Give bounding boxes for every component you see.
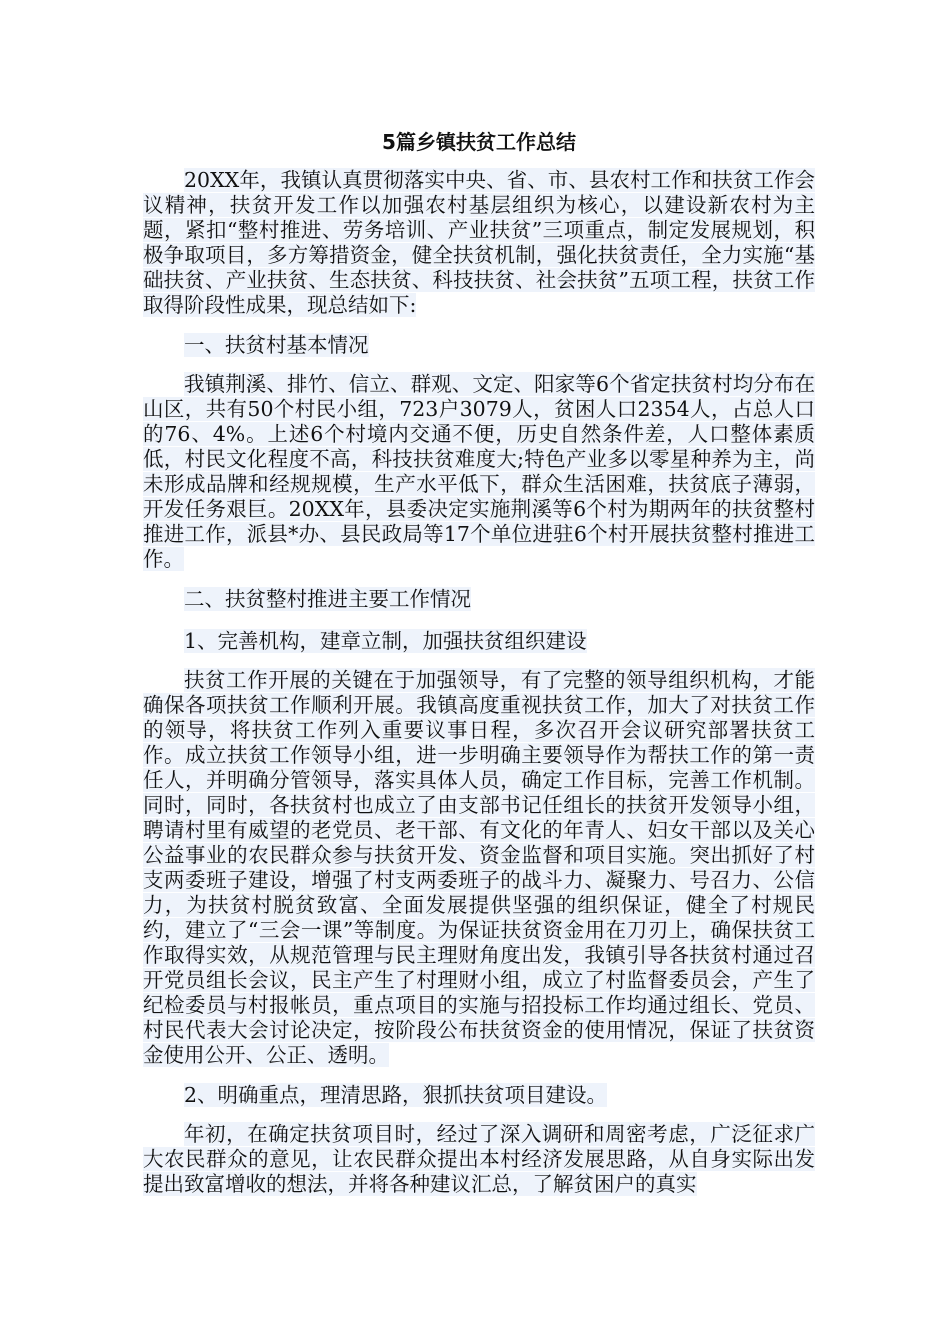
intro-paragraph xyxy=(143,168,815,318)
document-body xyxy=(143,128,815,1209)
basic-situation-paragraph-text: 我镇荆溪、排竹、信立、群观、文定、阳家等6个省定扶贫村均分布在山区，共有50个村民小组，723户3079人，贫困人口2354人，占总人口的76、4%。上述6个村境内交通不便，历史自然条件差，人口整体素质低，村民文化程度不高，科技扶贫难度大;特色产业多以零星种养为主，尚未形成品牌和经规规模，生产水平低下，群众生活困难，扶贫底子薄弱，开发任务艰巨。20XX年，县委决定实施荆溪等6个村为期两年的扶贫整村推进工作，派县*办、县民政局等17个单位进驻6个村开展扶贫整村推进工作。 xyxy=(143,372,815,571)
section-heading-2 xyxy=(143,584,815,614)
subsection-heading-1 xyxy=(143,626,815,656)
organization-paragraph xyxy=(143,668,815,1068)
project-paragraph xyxy=(143,1122,815,1197)
section-heading-1-text: 一、扶贫村基本情况 xyxy=(184,333,369,357)
section-heading-1 xyxy=(143,330,815,360)
basic-situation-paragraph xyxy=(143,372,815,572)
subsection-heading-2-text: 2、明确重点，理清思路，狠抓扶贫项目建设。 xyxy=(184,1083,608,1107)
subsection-heading-2 xyxy=(143,1080,815,1110)
organization-paragraph-text: 扶贫工作开展的关键在于加强领导，有了完整的领导组织机构，才能确保各项扶贫工作顺利开展。我镇高度重视扶贫工作，加大了对扶贫工作的领导，将扶贫工作列入重要议事日程，多次召开会议研究部署扶贫工作。成立扶贫工作领导小组，进一步明确主要领导作为帮扶工作的第一责任人，并明确分管领导，落实具体人员，确定工作目标，完善工作机制。同时，同时，各扶贫村也成立了由支部书记任组长的扶贫开发领导小组，聘请村里有威望的老党员、老干部、有文化的年青人、妇女干部以及关心公益事业的农民群众参与扶贫开发、资金监督和项目实施。突出抓好了村支两委班子建设，增强了村支两委班子的战斗力、凝聚力、号召力、公信力，为扶贫村脱贫致富、全面发展提供坚强的组织保证，健全了村规民约，建立了“三会一课”等制度。为保证扶贫资金用在刀刃上，确保扶贫工作取得实效，从规范管理与民主理财角度出发，我镇引导各扶贫村通过召开党员组长会议，民主产生了村理财小组，成立了村监督委员会，产生了纪检委员与村报帐员，重点项目的实施与招投标工作均通过组长、党员、村民代表大会讨论决定，按阶段公布扶贫资金的使用情况，保证了扶贫资金使用公开、公正、透明。 xyxy=(143,668,815,1067)
document-title: 5篇乡镇扶贫工作总结 xyxy=(382,130,576,154)
subsection-heading-1-text: 1、完善机构，建章立制，加强扶贫组织建设 xyxy=(184,629,587,653)
project-paragraph-text: 年初，在确定扶贫项目时，经过了深入调研和周密考虑，广泛征求广大农民群众的意见，让农民群众提出本村经济发展思路，从自身实际出发提出致富增收的想法，并将各种建议汇总，了解贫困户的真实 xyxy=(143,1122,815,1196)
intro-paragraph-text: 20XX年，我镇认真贯彻落实中央、省、市、县农村工作和扶贫工作会议精神，扶贫开发工作以加强农村基层组织为核心，以建设新农村为主题，紧扣“整村推进、劳务培训、产业扶贫”三项重点，制定发展规划，积极争取项目，多方筹措资金，健全扶贫机制，强化扶贫责任，全力实施“基础扶贫、产业扶贫、生态扶贫、科技扶贫、社会扶贫”五项工程，扶贫工作取得阶段性成果，现总结如下: xyxy=(143,168,815,317)
section-heading-2-text: 二、扶贫整村推进主要工作情况 xyxy=(184,587,471,611)
